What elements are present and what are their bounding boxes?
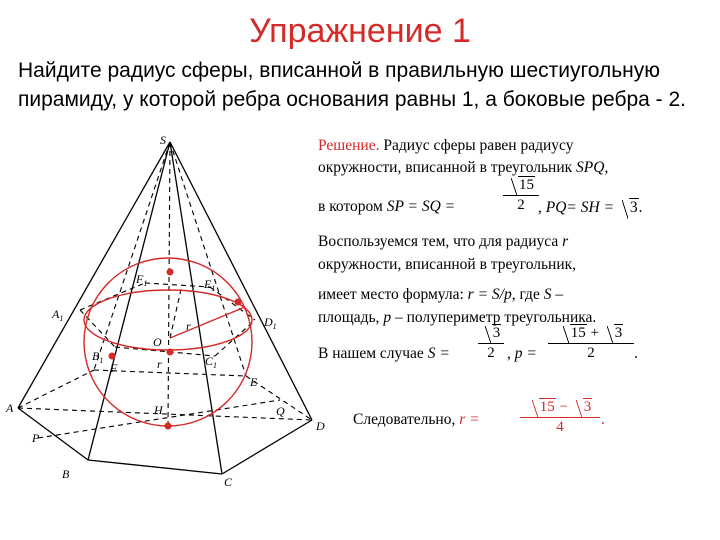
pyramid-figure xyxy=(0,130,325,500)
label-S: S xyxy=(160,133,166,147)
frac4-den: 4 xyxy=(556,419,564,435)
sqrt3: 3 xyxy=(629,199,638,216)
var-S: S xyxy=(543,286,552,303)
solution-line-5: окружности, вписанной в треугольник, xyxy=(318,256,577,273)
line8-end: . xyxy=(634,345,638,362)
label-D1: $D_1$ xyxy=(264,315,277,331)
label-B1: $B_1$ xyxy=(92,349,104,365)
red-radius xyxy=(170,307,245,338)
var-p: p xyxy=(383,309,392,326)
S-expr: S = xyxy=(427,345,450,362)
label-B: B xyxy=(62,467,70,481)
var-r: r xyxy=(562,233,569,250)
label-F: F xyxy=(110,361,118,375)
sp-sq-expr: SP = SQ = xyxy=(386,198,456,215)
label-r-lower: r xyxy=(157,357,162,371)
solution-line-4 xyxy=(318,233,568,251)
solution-line-6 xyxy=(318,286,563,304)
solution-line-2 xyxy=(318,159,608,177)
solution-line7-end: – полупериметр треугольника. xyxy=(391,309,597,326)
slide-title: Упражнение 1 xyxy=(249,12,471,50)
solution-line1-text: Радиус сферы равен радиусу xyxy=(379,137,574,154)
triangle-name: SPQ xyxy=(576,159,605,176)
frac4-minus: − xyxy=(555,399,572,415)
solution-line-3b xyxy=(538,198,643,217)
point-E1 xyxy=(235,299,242,306)
solution-line6-text: имеет место формула: xyxy=(318,286,468,303)
frac4-num-a: 15 xyxy=(539,399,555,415)
label-O: O xyxy=(153,335,162,349)
label-Q: Q xyxy=(276,404,285,418)
point-F1 xyxy=(167,269,174,276)
solution-line3-text: в котором xyxy=(318,198,387,215)
edge-BC xyxy=(88,460,222,474)
solution-line-3 xyxy=(318,198,455,216)
frac2-den: 2 xyxy=(487,345,495,361)
label-A: A xyxy=(6,401,14,415)
line9-end: . xyxy=(601,411,605,428)
axis-SH xyxy=(168,142,170,425)
frac3-plus: + xyxy=(586,325,603,341)
section-hex-2 xyxy=(145,283,210,287)
label-P: P xyxy=(32,431,40,445)
label-H: H xyxy=(154,403,163,417)
fraction-sqrt15-over-2 xyxy=(503,176,539,214)
point-O xyxy=(167,349,174,356)
p-expr: p = xyxy=(514,345,537,362)
line6-where: , где xyxy=(511,286,544,303)
frac1-num: 15 xyxy=(519,177,534,193)
point-H xyxy=(165,423,172,430)
solution-line-8b xyxy=(507,345,537,363)
solution-line-8c xyxy=(634,345,638,363)
solution-label: Решение. xyxy=(318,137,380,154)
solution-line2-text: окружности, вписанной в треугольник xyxy=(318,159,577,176)
fraction-sqrt3-over-2 xyxy=(478,324,504,362)
frac3-num-a: 15 xyxy=(570,325,586,341)
label-r-upper: r xyxy=(186,319,191,333)
label-A1: $A_1$ xyxy=(52,307,64,323)
line6-dash: – xyxy=(551,286,564,303)
edge-AB xyxy=(18,408,88,460)
formula-r: r = S/p xyxy=(467,286,512,303)
label-C: C xyxy=(224,475,233,489)
conclusion-text: Следовательно, xyxy=(353,411,460,428)
sphere-equator xyxy=(84,290,252,350)
solution-line-9b xyxy=(601,411,605,429)
label-E: E xyxy=(250,375,258,389)
solution-line7-text: площадь, xyxy=(318,309,384,326)
frac2-num: 3 xyxy=(492,325,501,341)
edge-CD xyxy=(222,420,312,474)
line3-comma: , xyxy=(538,199,546,216)
label-E1: $E_1$ xyxy=(204,277,216,293)
pq-sh-expr: PQ= SH = xyxy=(545,199,618,216)
frac3-num-b: 3 xyxy=(614,325,623,341)
radius-OF1 xyxy=(170,285,182,338)
solution-line-9 xyxy=(353,411,480,429)
solution-line4-text: Воспользуемся тем, что для радиуса xyxy=(318,233,563,250)
point-B1 xyxy=(109,353,116,360)
edge-SA xyxy=(18,142,170,408)
frac3-den: 2 xyxy=(587,345,595,361)
frac4-num-b: 3 xyxy=(583,399,592,415)
problem-text: Найдите радиус сферы, вписанной в правильную шестиугольную пирамиду, у которой ребра основания равны 1, а боковые ребра - 2. xyxy=(18,59,687,111)
line3-end: . xyxy=(638,199,643,216)
section-hex-1 xyxy=(80,283,145,310)
line8-comma: , xyxy=(507,345,515,362)
solution-line2-end: , xyxy=(604,159,609,176)
label-D: D xyxy=(316,419,325,433)
solution-line-1 xyxy=(318,137,573,155)
solution-line-8 xyxy=(318,345,450,363)
r-result-expr: r = xyxy=(459,411,480,428)
solution-line8-text: В нашем случае xyxy=(318,345,428,362)
fraction-r-result xyxy=(520,398,600,436)
frac1-den: 2 xyxy=(517,197,525,213)
label-C1: $C_1$ xyxy=(205,354,218,370)
label-F1: $F_1$ xyxy=(136,272,148,288)
fraction-perimeter xyxy=(548,324,634,362)
